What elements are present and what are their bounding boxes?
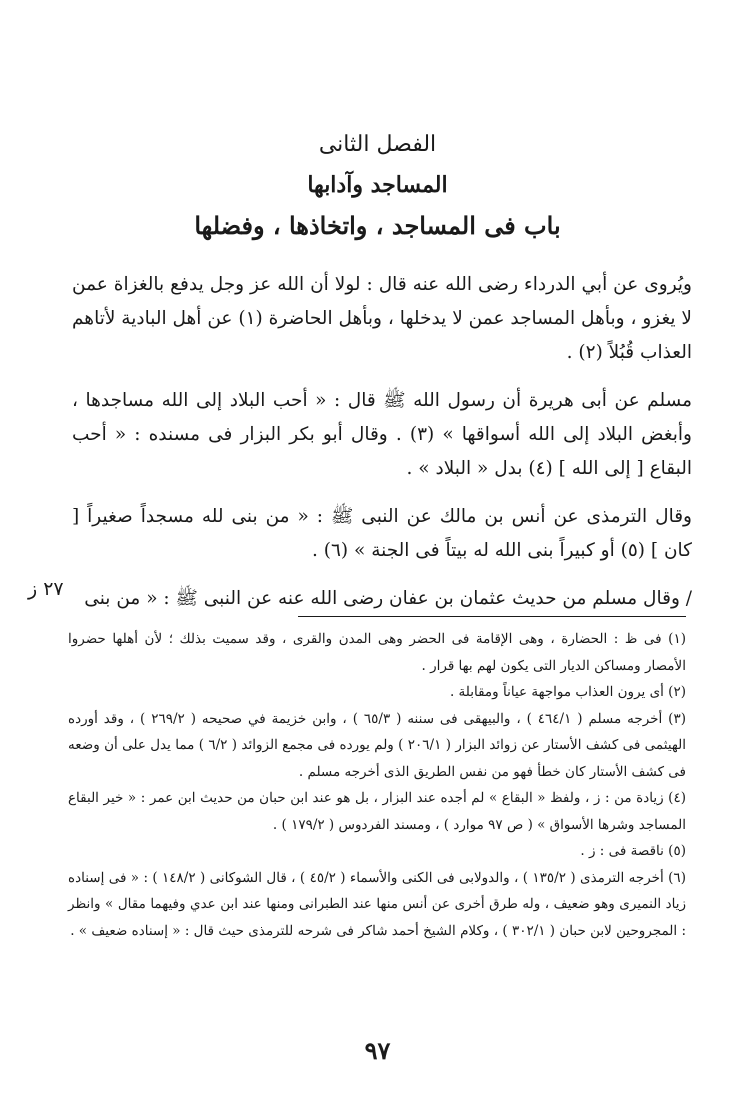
paragraph-2: مسلم عن أبى هريرة أن رسول الله ﷺ قال : « أحب البلاد إلى الله مساجدها ، وأبغض البلاد إلى الله أسواقها » (٣) . وقال أبو بكر البزار فى مسنده : « أحب البقاع [ إلى الله ] (٤) بدل « البلاد » . [72, 390, 692, 479]
paragraph-4: / وقال مسلم من حديث عثمان بن عفان رضى الله عنه عن النبى ﷺ : « من بنى [84, 588, 692, 609]
footnote-5: (٥) ناقصة فى : ز . [580, 843, 686, 859]
footnote-2: (٢) أى يرون العذاب مواجهة عياناً ومقابلة . [449, 684, 686, 700]
footnote-6: (٦) أخرجه الترمذى ( ١٣٥/٢ ) ، والدولابى فى الكنى والأسماء ( ٤٥/٢ ) ، قال الشوكانى ( ١٤٨/٢ ) : « فى إسناده زياد النميرى وهو ضعيف ، وله طرق أخرى عن أنس منها عند الطبرانى ومنها عند ابن عدي وفيهما مقال » وانظر : المجروحين لابن حبان ( ٣٠٢/١ ) ، وكلام الشيخ أحمد شاكر فى شرحه للترمذى حيث قال : « إسناده ضعيف » . [68, 869, 686, 939]
footnote-1: (١) فى ظ : الحضارة ، وهى الإقامة فى الحضر وهى المدن والقرى ، وقد سميت بذلك ؛ لأن أهلها حضروا الأمصار ومساكن الديار التى يكون لهم بها قرار . [68, 631, 686, 674]
footnote-4: (٤) زيادة من : ز ، ولفظ « البقاع » لم أجده عند البزار ، بل هو عند ابن حبان من حديث ابن عمر : « خير البقاع المساجد وشرها الأسواق » ( ص ٩٧ موارد ) ، ومسند الفردوس ( ١٧٩/٢ ) . [68, 790, 686, 833]
footnote-3: (٣) أخرجه مسلم ( ٤٦٤/١ ) ، والبيهقى فى سننه ( ٦٥/٣ ) ، وابن خزيمة في صحيحه ( ٢٦٩/٢ ) ، وقد أورده الهيثمى فى كشف الأستار عن زوائد البزار ( ٢٠٦/١ ) ولم يورده فى مجمع الزوائد ( ٦/٢ ) مما يدل على أن وضعه فى كشف الأستار كان خطأ فهو من نفس الطريق الذى أخرجه مسلم . [68, 710, 686, 780]
section-heading: باب فى المساجد ، واتخاذها ، وفضلها [194, 211, 561, 240]
footnotes [68, 626, 686, 944]
chapter-heading: الفصل الثانى [318, 132, 437, 157]
main-text [72, 268, 692, 616]
subtitle-heading: المساجد وآدابها [307, 172, 448, 198]
paragraph-1: ويُروى عن أبي الدرداء رضى الله عنه قال : لولا أن الله عز وجل يدفع بالغزاة عمن لا يغزو ، وبأهل المساجد عمن لا يدخلها ، وبأهل الحاضرة (١) عن أهل البادية لأتاهم العذاب قُبُلاً (٢) . [72, 274, 692, 363]
headings [0, 128, 755, 244]
manuscript-folio-marker: ٢٧ ز [28, 578, 64, 600]
paragraph-3: وقال الترمذى عن أنس بن مالك عن النبى ﷺ : « من بنى لله مسجداً صغيراً [ كان ] (٥) أو كبيراً بنى الله له بيتاً فى الجنة » (٦) . [72, 506, 692, 561]
page-number: ٩٧ [364, 1036, 391, 1065]
footnote-divider [298, 616, 686, 617]
